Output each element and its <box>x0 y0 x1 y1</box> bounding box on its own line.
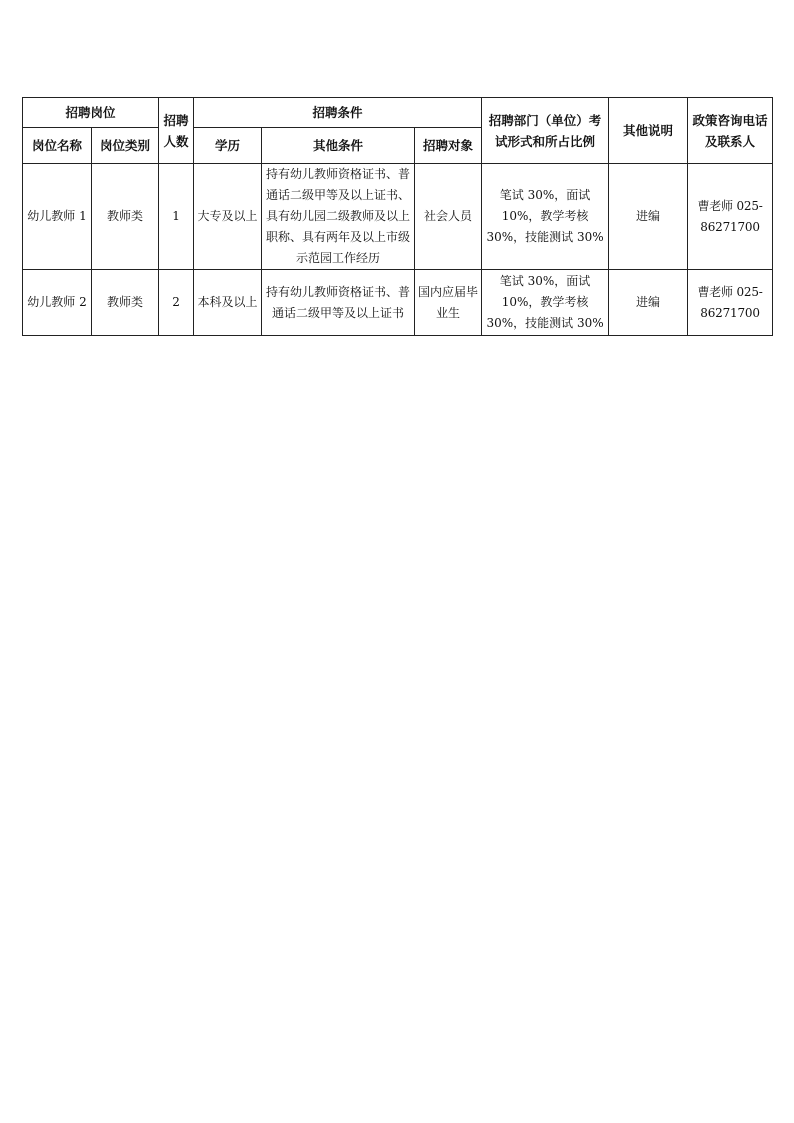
table-row <box>23 164 773 270</box>
header-other-conditions: 其他条件 <box>262 128 415 164</box>
cell-other-conditions: 持有幼儿教师资格证书、普通话二级甲等及以上证书、具有幼儿园二级教师及以上职称、具有两年及以上市级示范园工作经历 <box>262 164 415 270</box>
header-count: 招聘人数 <box>159 98 194 164</box>
cell-exam: 笔试 30%，面试 10%，教学考核 30%，技能测试 30% <box>482 164 609 270</box>
cell-exam: 笔试 30%，面试 10%，教学考核 30%，技能测试 30% <box>482 270 609 336</box>
cell-other-notes: 进编 <box>609 164 688 270</box>
cell-target: 国内应届毕业生 <box>415 270 482 336</box>
header-row-1 <box>23 98 773 128</box>
header-contact: 政策咨询电话及联系人 <box>688 98 773 164</box>
header-conditions-group: 招聘条件 <box>194 98 482 128</box>
table-row <box>23 270 773 336</box>
header-education: 学历 <box>194 128 262 164</box>
cell-other-conditions: 持有幼儿教师资格证书、普通话二级甲等及以上证书 <box>262 270 415 336</box>
cell-post-type: 教师类 <box>92 164 159 270</box>
header-post-name: 岗位名称 <box>23 128 92 164</box>
cell-post-type: 教师类 <box>92 270 159 336</box>
header-exam: 招聘部门（单位）考试形式和所占比例 <box>482 98 609 164</box>
header-post-type: 岗位类别 <box>92 128 159 164</box>
header-target: 招聘对象 <box>415 128 482 164</box>
cell-education: 大专及以上 <box>194 164 262 270</box>
cell-post-name: 幼儿教师 2 <box>23 270 92 336</box>
cell-count: 1 <box>159 164 194 270</box>
header-post-group: 招聘岗位 <box>23 98 159 128</box>
cell-post-name: 幼儿教师 1 <box>23 164 92 270</box>
recruitment-table <box>22 97 773 336</box>
cell-education: 本科及以上 <box>194 270 262 336</box>
cell-count: 2 <box>159 270 194 336</box>
cell-other-notes: 进编 <box>609 270 688 336</box>
cell-contact: 曹老师 025-86271700 <box>688 164 773 270</box>
header-other-notes: 其他说明 <box>609 98 688 164</box>
cell-contact: 曹老师 025-86271700 <box>688 270 773 336</box>
cell-target: 社会人员 <box>415 164 482 270</box>
